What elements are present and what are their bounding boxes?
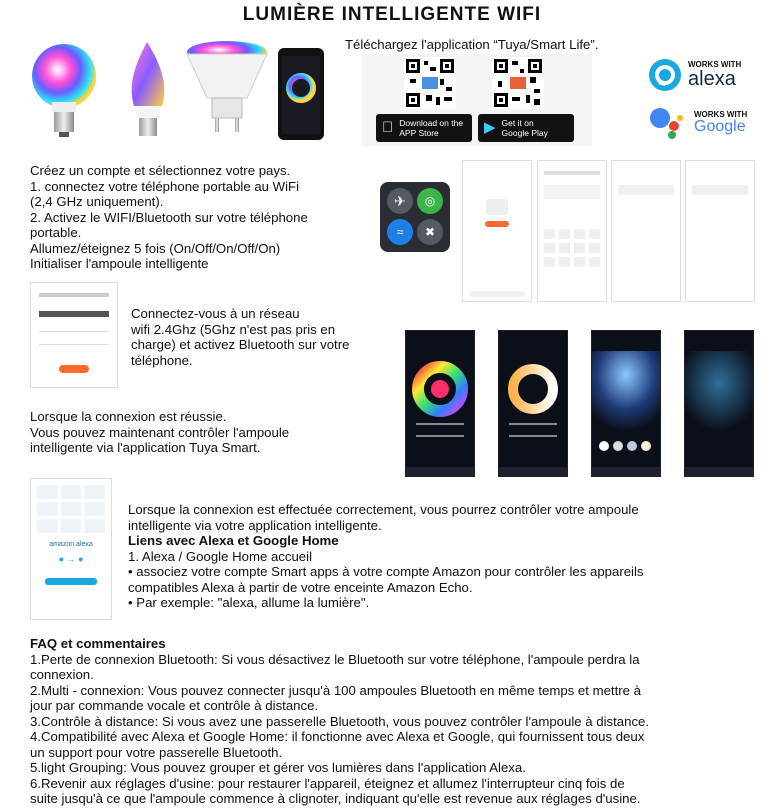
- qr-code-apple[interactable]: [404, 57, 456, 109]
- app-screenshot-device-found: [685, 160, 755, 302]
- bulbs-illustration: [22, 36, 342, 146]
- alexa-skill-screenshot: [30, 478, 112, 620]
- app-screenshot-add-device: [537, 160, 607, 302]
- app-scene-screenshot: [591, 330, 661, 477]
- app-white-light-screenshot: [498, 330, 568, 477]
- candle-bulb: [132, 42, 165, 106]
- app-music-screenshot: [684, 330, 754, 477]
- alexa-icon: [648, 58, 682, 92]
- play-store-icon: ▶: [484, 119, 496, 136]
- airplane-icon: ✈: [387, 188, 413, 214]
- success-instructions: Lorsque la connexion est réussie. Vous pouvez maintenant contrôler l'ampoule intelligente via l'application Tuya Smart.: [30, 409, 290, 455]
- qr-code-google[interactable]: [492, 57, 544, 109]
- faq-section: FAQ et commentaires 1.Perte de connexion Bluetooth: Si vous désactivez le Bluetooth sur votre téléphone, l'ampoule perdra la connexion. 2.Multi - connexion: Vous pouvez connecter jusqu'à 100 ampoules Bluetooth en même temps et mettre à jour par commande vocale et contrôle à distance. 3.Contrôle à distance: Si vous avez une passerelle Bluetooth, vous pouvez contrôler l'ampoule à distance. 4.Compatibilité avec Alexa et Google Home: il fonctionne avec Alexa et Google, qui fournissent tous deux un support pour votre passerelle Bluetooth. 5.light Grouping: Vous pouvez grouper et gérer vos lumières dans l'application Alexa. 6.Revenir aux réglages d'usine: pour restaurer l'appareil, éteignez et allumez l'interrupteur cinq fois de suite jusqu'à ce que l'ampoule commence à clignoter, indiquant qu'elle est revenue aux réglages d'usine.: [30, 636, 775, 807]
- google-assistant-icon: [648, 106, 688, 140]
- wifi-select-screenshot: [30, 282, 118, 388]
- page-title: LUMIÈRE INTELLIGENTE WIFI: [242, 4, 542, 25]
- product-images: [22, 36, 342, 146]
- wifi-icon: ≈: [387, 219, 413, 245]
- apple-icon: [382, 123, 393, 133]
- cellular-icon: ◎: [417, 188, 443, 214]
- connect-instructions: Connectez-vous à un réseau wifi 2.4Ghz (5Ghz n'est pas pris en charge) et activez Bluetooth sur votre téléphone.: [131, 306, 350, 368]
- phone-control-center: [380, 182, 450, 252]
- google-play-button[interactable]: ▶ Get it on Google Play: [478, 114, 574, 142]
- bluetooth-icon: ✖: [417, 219, 443, 245]
- setup-instructions: Créez un compte et sélectionnez votre pays. 1. connectez votre téléphone portable au WiFi (2,4 GHz uniquement). 2. Activez le WIFI/Bluetooth sur votre téléphone portable. Allumez/éteignez 5 fois (On/Off/On/Off/On) Initialiser l'ampoule intelligente: [30, 163, 308, 271]
- white-temperature-wheel[interactable]: [513, 369, 553, 409]
- works-with-google-badge: WORKS WITH Google: [642, 104, 756, 144]
- app-screenshot-searching: [611, 160, 681, 302]
- works-with-alexa-badge: WORKS WITH alexa: [642, 54, 756, 98]
- alexa-link-icons: ● → ●: [58, 554, 84, 564]
- amazon-alexa-label: amazon alexa: [49, 541, 93, 548]
- faq-heading: FAQ et commentaires: [30, 636, 166, 651]
- alexa-section-heading: Liens avec Alexa et Google Home: [128, 533, 339, 548]
- app-download-panel: [362, 54, 592, 146]
- app-screenshot-home: [462, 160, 532, 302]
- alexa-google-section: Lorsque la connexion est effectuée correctement, vous pourrez contrôler votre ampoule intelligente via votre application intelligente. Liens avec Alexa et Google Home 1. Alexa / Google Home accueil • associez votre compte Smart apps à votre compte Amazon pour contrôler les appareils compatibles Alexa à partir de votre enceinte Amazon Echo. • Par exemple: "alexa, allume la lumière".: [128, 502, 644, 610]
- app-color-wheel-screenshot: [405, 330, 475, 477]
- download-instruction: Téléchargez l'application “Tuya/Smart Life”.: [345, 37, 599, 52]
- app-store-button[interactable]: Download on the APP Store: [376, 114, 472, 142]
- rgb-bulb: [32, 44, 96, 108]
